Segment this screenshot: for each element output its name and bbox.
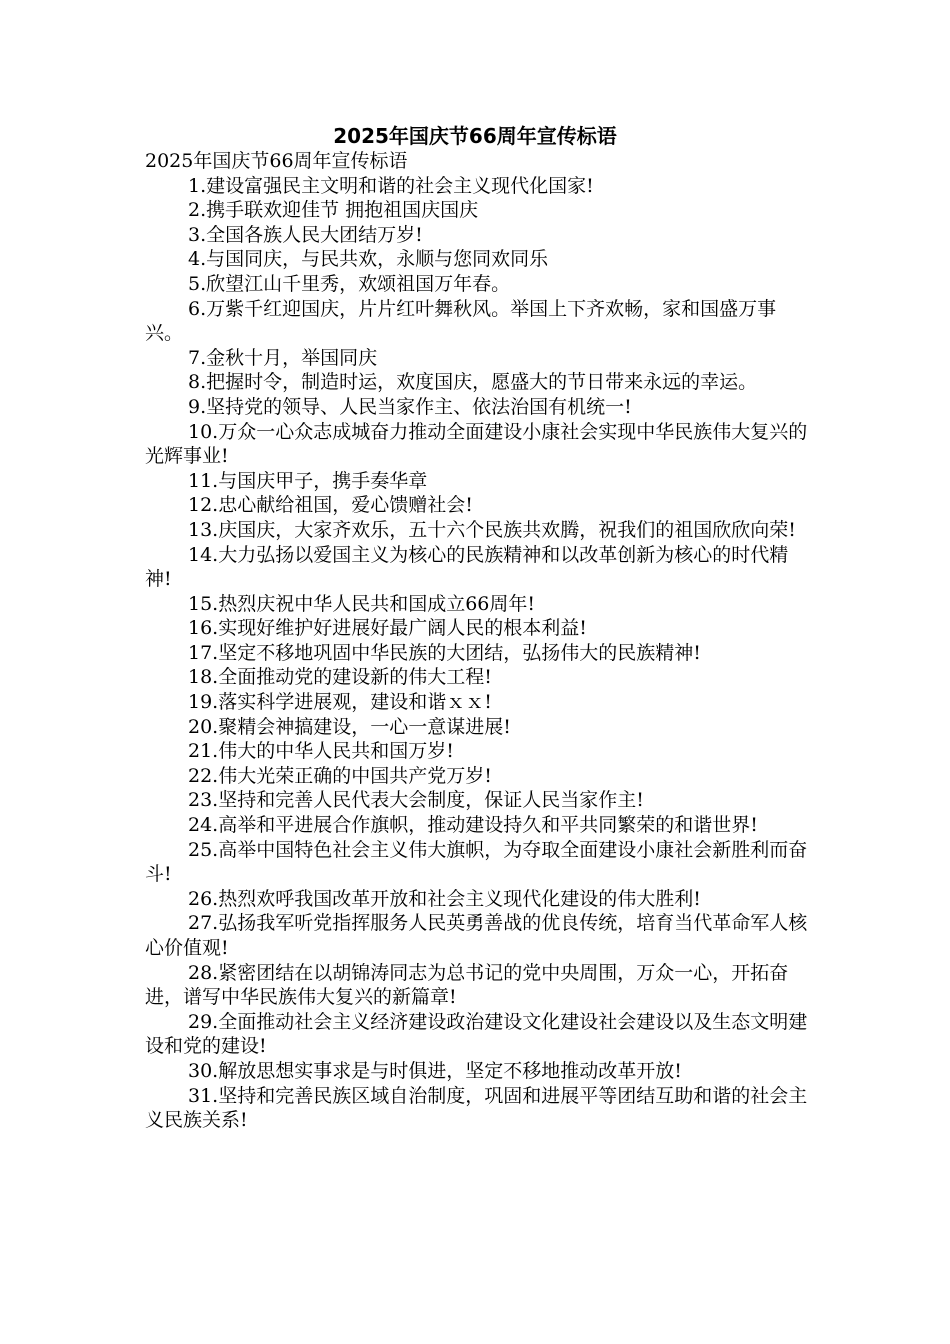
slogan-item: 3.全国各族人民大团结万岁!: [188, 223, 423, 246]
slogan-item: 18.全面推动党的建设新的伟大工程!: [188, 666, 492, 689]
slogan-item: 4.与国同庆，与民共欢，永顺与您同欢同乐: [188, 248, 549, 271]
slogan-item: 29.全面推动社会主义经济建设政治建设文化建设社会建设以及生态文明建设和党的建设!: [145, 1010, 808, 1058]
slogan-item: 24.高举和平进展合作旗帜，推动建设持久和平共同繁荣的和谐世界!: [188, 814, 758, 837]
slogan-item: 30.解放思想实事求是与时俱进，坚定不移地推动改革开放!: [188, 1059, 682, 1082]
slogan-item: 23.坚持和完善人民代表大会制度，保证人民当家作主!: [188, 789, 644, 812]
document-title: 2025年国庆节66周年宣传标语: [333, 124, 617, 148]
slogan-item: 9.坚持党的领导、人民当家作主、依法治国有机统一!: [188, 395, 632, 418]
slogan-item: 13.庆国庆，大家齐欢乐，五十六个民族共欢腾，祝我们的祖国欣欣向荣!: [188, 518, 796, 541]
slogan-item: 27.弘扬我军听党指挥服务人民英勇善战的优良传统，培育当代革命军人核心价值观!: [145, 912, 808, 959]
slogan-item: 28.紧密团结在以胡锦涛同志为总书记的党中央周围，万众一心，开拓奋进，谱写中华民族伟大复兴的新篇章!: [145, 961, 789, 1009]
slogan-item: 26.热烈欢呼我国改革开放和社会主义现代化建设的伟大胜利!: [188, 887, 701, 910]
slogan-item: 25.高举中国特色社会主义伟大旗帜，为夺取全面建设小康社会新胜利而奋斗!: [145, 838, 808, 886]
slogan-item: 15.热烈庆祝中华人民共和国成立66周年!: [188, 592, 536, 615]
slogan-item: 5.欣望江山千里秀，欢颂祖国万年春。: [188, 272, 511, 295]
slogan-item: 20.聚精会神搞建设，一心一意谋进展!: [188, 715, 511, 738]
slogan-item: 31.坚持和完善民族区域自治制度，巩固和进展平等团结互助和谐的社会主义民族关系!: [145, 1084, 808, 1132]
slogan-item: 8.把握时令，制造时运，欢度国庆，愿盛大的节日带来永远的幸运。: [188, 371, 758, 394]
slogan-item: 14.大力弘扬以爱国主义为核心的民族精神和以改革创新为核心的时代精神!: [145, 543, 789, 591]
slogan-item: 1.建设富强民主文明和谐的社会主义现代化国家!: [188, 174, 594, 197]
slogan-list: [145, 174, 813, 1133]
slogan-item: 21.伟大的中华人民共和国万岁!: [188, 740, 454, 763]
slogan-item: 17.坚定不移地巩固中华民族的大团结，弘扬伟大的民族精神!: [188, 641, 701, 664]
slogan-item: 2.携手联欢迎佳节 拥抱祖国庆国庆: [188, 199, 479, 222]
slogan-item: 7.金秋十月，举国同庆: [188, 346, 378, 369]
slogan-item: 6.万紫千红迎国庆，片片红叶舞秋风。举国上下齐欢畅，家和国盛万事兴。: [145, 297, 777, 345]
slogan-item: 22.伟大光荣正确的中国共产党万岁!: [188, 764, 492, 787]
slogan-item: 12.忠心献给祖国，爱心馈赠社会!: [188, 494, 473, 517]
document-body: [145, 149, 813, 1133]
slogan-item: 19.落实科学进展观，建设和谐ｘｘ!: [188, 691, 492, 714]
document-subtitle: 2025年国庆节66周年宣传标语: [145, 150, 408, 172]
slogan-item: 16.实现好维护好进展好最广阔人民的根本利益!: [188, 617, 587, 640]
slogan-item: 11.与国庆甲子，携手奏华章: [188, 469, 428, 492]
slogan-item: 10.万众一心众志成城奋力推动全面建设小康社会实现中华民族伟大复兴的光辉事业!: [145, 420, 808, 468]
